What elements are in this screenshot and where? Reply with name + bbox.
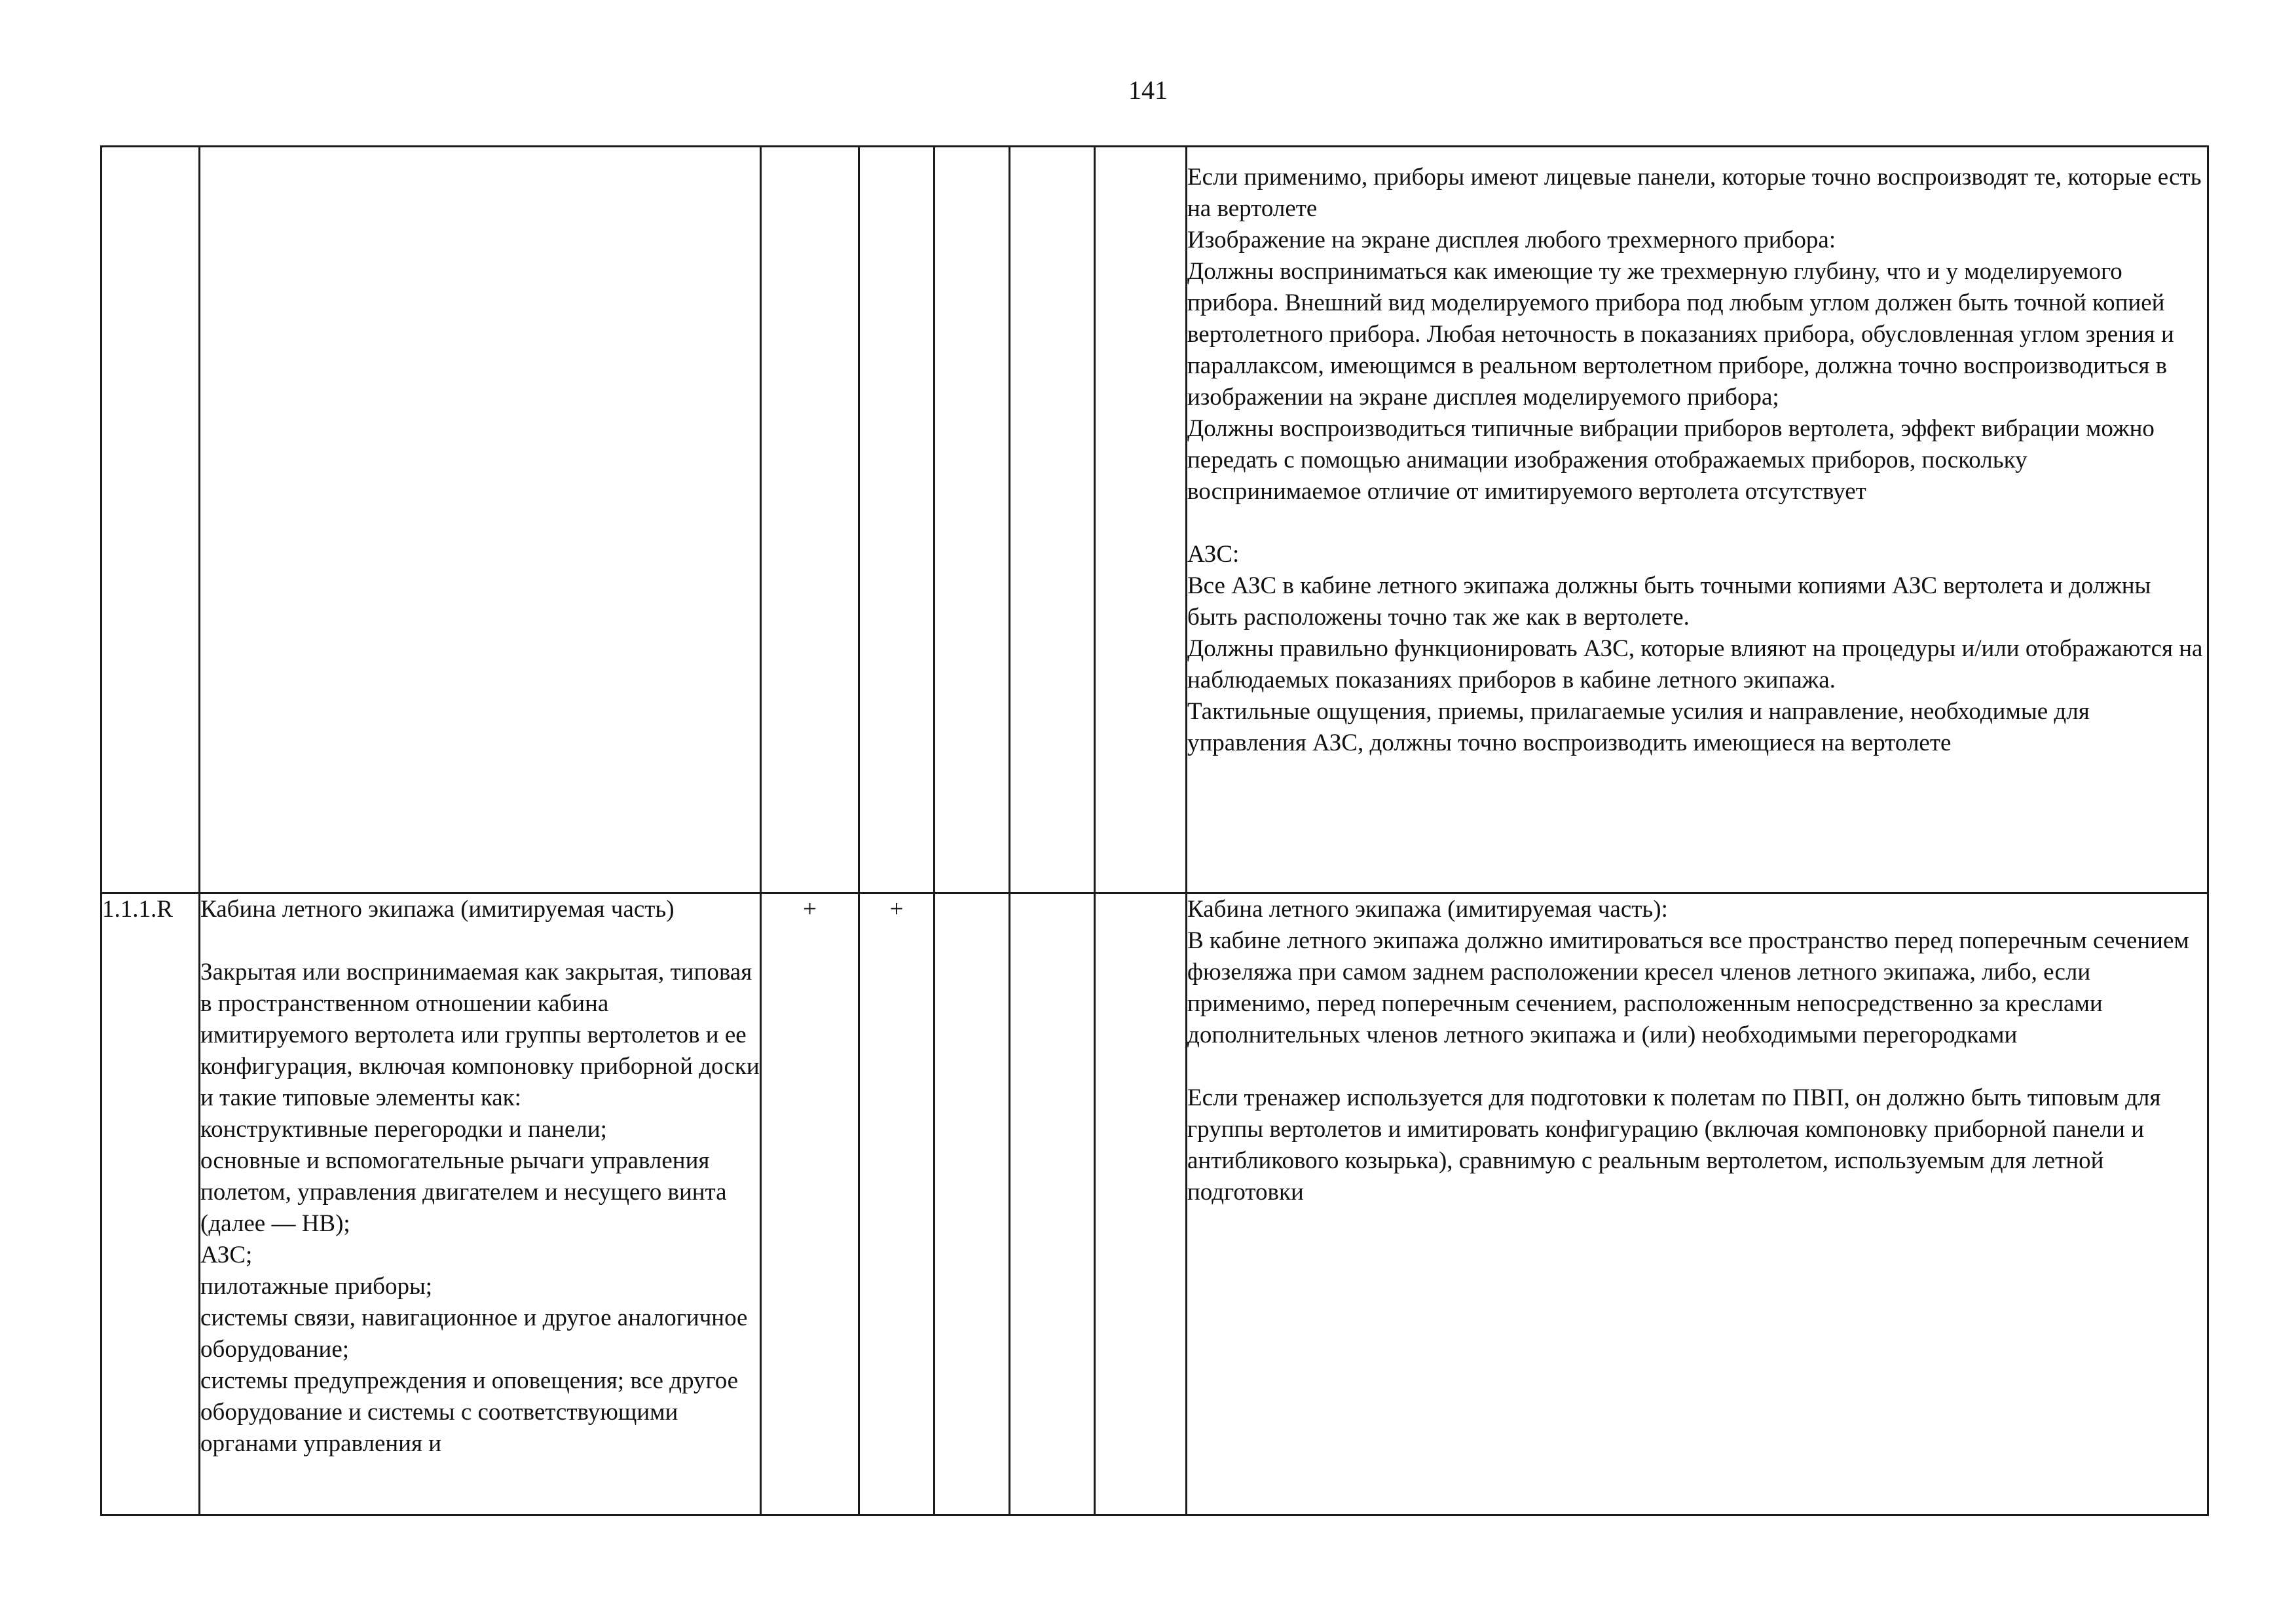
row-name: Кабина летного экипажа (имитируемая часть) [200, 896, 675, 923]
requirements-cell [1187, 147, 2208, 893]
requirement-paragraph: Должны правильно функционировать АЗС, которые влияют на процедуры и/или отображаются на наблюдаемых показаниях приборов в кабине летного экипажа. [1187, 635, 2203, 693]
mark-cell [1095, 147, 1187, 893]
requirement-paragraph: АЗС: [1187, 541, 1240, 568]
requirements-table [100, 145, 2209, 1516]
row-description-list [200, 1114, 760, 1460]
page-number: 141 [1128, 75, 1168, 105]
requirement-paragraph: Кабина летного экипажа (имитируемая часть): [1187, 896, 1668, 923]
requirement-paragraph: Изображение на экране дисплея любого трехмерного прибора: [1187, 227, 1836, 253]
mark-cell [761, 147, 859, 893]
list-item: основные и вспомогательные рычаги управления полетом, управления двигателем и несущего винта (далее — НВ); [200, 1147, 727, 1237]
paragraph-gap [1187, 1051, 2207, 1082]
table-row [102, 147, 2208, 893]
requirement-paragraph: Должны воспроизводиться типичные вибрации приборов вертолета, эффект вибрации можно передать с помощью анимации изображения отображаемых приборов, поскольку воспринимаемое отличие от имитируемого вертолета отсутствует [1187, 415, 2155, 505]
row-code-cell: 1.1.1.R [102, 893, 200, 1515]
requirement-paragraph: Все АЗС в кабине летного экипажа должны быть точными копиями АЗС вертолета и должны быть расположены точно так же как в вертолете. [1187, 572, 2151, 631]
mark-cell: + [859, 893, 935, 1515]
list-item: системы предупреждения и оповещения; все другое оборудование и системы с соответствующими органами управления и [200, 1367, 739, 1457]
table-row [102, 893, 2208, 1515]
list-item: конструктивные перегородки и панели; [200, 1116, 607, 1143]
list-item: системы связи, навигационное и другое аналогичное оборудование; [200, 1304, 748, 1363]
paragraph-gap [200, 925, 760, 957]
requirement-paragraph: Если применимо, приборы имеют лицевые панели, которые точно воспроизводят те, которые есть на вертолете [1187, 164, 2202, 222]
list-item: АЗС; [200, 1242, 253, 1268]
requirement-paragraph: Должны восприниматься как имеющие ту же трехмерную глубину, что и у моделируемого прибора. Внешний вид моделируемого прибора под любым углом должен быть точной копией вертолетного прибора. Любая неточность в показаниях прибора, обусловленная углом зрения и параллаксом, имеющимся в реальном вертолетном приборе, должна точно воспроизводиться в изображении на экране дисплея моделируемого прибора; [1187, 258, 2174, 411]
mark-cell [1010, 893, 1095, 1515]
mark-cell [935, 893, 1010, 1515]
row-code-cell [102, 147, 200, 893]
paragraph-gap [1187, 507, 2207, 539]
requirements-cell [1187, 893, 2208, 1515]
mark-cell [935, 147, 1010, 893]
list-item: пилотажные приборы; [200, 1273, 433, 1300]
mark-cell [859, 147, 935, 893]
requirement-paragraph: В кабине летного экипажа должно имитироваться все пространство перед поперечным сечением фюзеляжа при самом заднем расположении кресел членов летного экипажа, либо, если применимо, перед поперечным сечением, расположенным непосредственно за креслами дополнительных членов летного экипажа и (или) необходимыми перегородками [1187, 927, 2189, 1048]
requirement-paragraph: Если тренажер используется для подготовки к полетам по ПВП, он должно быть типовым для группы вертолетов и имитировать конфигурацию (включая компоновку приборной панели и антибликового козырька), сравнимую с реальным вертолетом, используемым для летной подготовки [1187, 1084, 2161, 1206]
row-name-cell [200, 893, 761, 1515]
mark-cell: + [761, 893, 859, 1515]
row-description-title: Закрытая или воспринимаемая как закрытая, типовая в пространственном отношении кабина имитируемого вертолета или группы вертолетов и ее конфигурация, включая компоновку приборной доски и такие типовые элементы как: [200, 959, 760, 1111]
requirement-paragraph: Тактильные ощущения, приемы, прилагаемые усилия и направление, необходимые для управления АЗС, должны точно воспроизводить имеющиеся на вертолете [1187, 698, 2090, 756]
mark-cell [1095, 893, 1187, 1515]
mark-cell [1010, 147, 1095, 893]
row-name-cell [200, 147, 761, 893]
